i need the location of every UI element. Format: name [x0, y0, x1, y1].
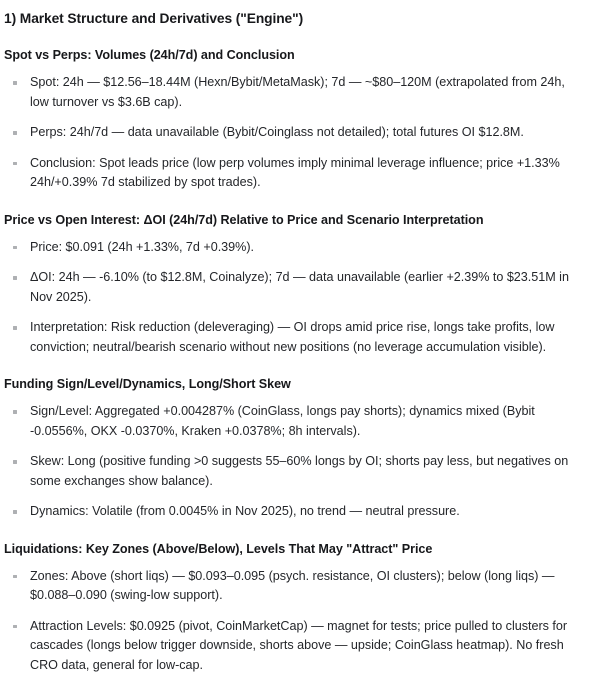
- bullet-icon: [13, 131, 17, 135]
- section-heading: Spot vs Perps: Volumes (24h/7d) and Conclusion: [4, 48, 295, 62]
- bullet-list: [4, 238, 586, 358]
- list-item-text: Price: $0.091 (24h +1.33%, 7d +0.39%).: [30, 239, 254, 254]
- list-item-text: Interpretation: Risk reduction (deleveraging) — OI drops amid price rise, longs take profits, low conviction; neutral/bearish scenario without new positions (no leverage accumulation visible).: [30, 320, 555, 354]
- list-item: [4, 238, 586, 258]
- bullet-icon: [13, 81, 17, 85]
- list-item-text: Zones: Above (short liqs) — $0.093–0.095 (psych. resistance, OI clusters); below (long liqs) — $0.088–0.090 (swing-low support).: [30, 568, 555, 602]
- list-item: [4, 567, 586, 606]
- list-item-text: Skew: Long (positive funding >0 suggests 55–60% longs by OI; shorts pay less, but negatives on some exchanges show balance).: [30, 454, 569, 488]
- list-item: [4, 123, 586, 143]
- section-heading: Price vs Open Interest: ΔOI (24h/7d) Relative to Price and Scenario Interpretation: [4, 212, 484, 227]
- section-heading: Funding Sign/Level/Dynamics, Long/Short Skew: [4, 377, 291, 391]
- section-liquidations: [4, 541, 586, 676]
- bullet-icon: [13, 625, 17, 629]
- bullet-list: [4, 567, 586, 676]
- list-item-text: Sign/Level: Aggregated +0.004287% (CoinGlass, longs pay shorts); dynamics mixed (Bybit -0.0556%, OKX -0.0370%, Kraken +0.0378%; 8h intervals).: [30, 404, 535, 438]
- list-item-text: Conclusion: Spot leads price (low perp volumes imply minimal leverage influence; price +1.33% 24h/+0.39% 7d stabilized by spot trades).: [30, 155, 560, 189]
- list-item-text: Dynamics: Volatile (from 0.0045% in Nov 2025), no trend — neutral pressure.: [30, 504, 460, 518]
- list-item-text: Attraction Levels: $0.0925 (pivot, CoinMarketCap) — magnet for tests; price pulled to clusters for cascades (longs below trigger downside, shorts above — upside; CoinGlass heatmap). No fresh CRO data, general for low-cap.: [30, 618, 568, 672]
- list-item: [4, 452, 586, 491]
- bullet-icon: [13, 276, 17, 280]
- section-spot-vs-perps: [4, 47, 586, 193]
- bullet-icon: [13, 410, 17, 414]
- list-item: [4, 318, 586, 357]
- bullet-icon: [13, 460, 17, 464]
- bullet-icon: [13, 162, 17, 166]
- list-item-text: Perps: 24h/7d — data unavailable (Bybit/Coinglass not detailed); total futures OI $12.8M.: [30, 125, 524, 139]
- bullet-list: [4, 402, 586, 522]
- section-funding: [4, 376, 586, 522]
- list-item-text: Spot: 24h — $12.56–18.44M (Hexn/Bybit/MetaMask); 7d — ~$80–120M (extrapolated from 24h, low turnover vs $3.6B cap).: [30, 75, 565, 109]
- bullet-icon: [13, 326, 17, 330]
- bullet-icon: [13, 575, 17, 579]
- section-price-vs-open-interest: [4, 212, 586, 358]
- page-title: 1) Market Structure and Derivatives ("Engine"): [4, 11, 304, 26]
- list-item: [4, 268, 586, 307]
- list-item: [4, 154, 586, 193]
- bullet-icon: [13, 510, 17, 514]
- bullet-list: [4, 73, 586, 193]
- list-item: [4, 617, 586, 676]
- list-item-text: ΔOI: 24h — -6.10% (to $12.8M, Coinalyze); 7d — data unavailable (earlier +2.39% to $23.51M in Nov 2025).: [30, 270, 569, 304]
- section-heading: Liquidations: Key Zones (Above/Below), Levels That May "Attract" Price: [4, 541, 433, 556]
- list-item: [4, 502, 586, 522]
- list-item: [4, 73, 586, 112]
- list-item: [4, 402, 586, 441]
- bullet-icon: [13, 246, 17, 250]
